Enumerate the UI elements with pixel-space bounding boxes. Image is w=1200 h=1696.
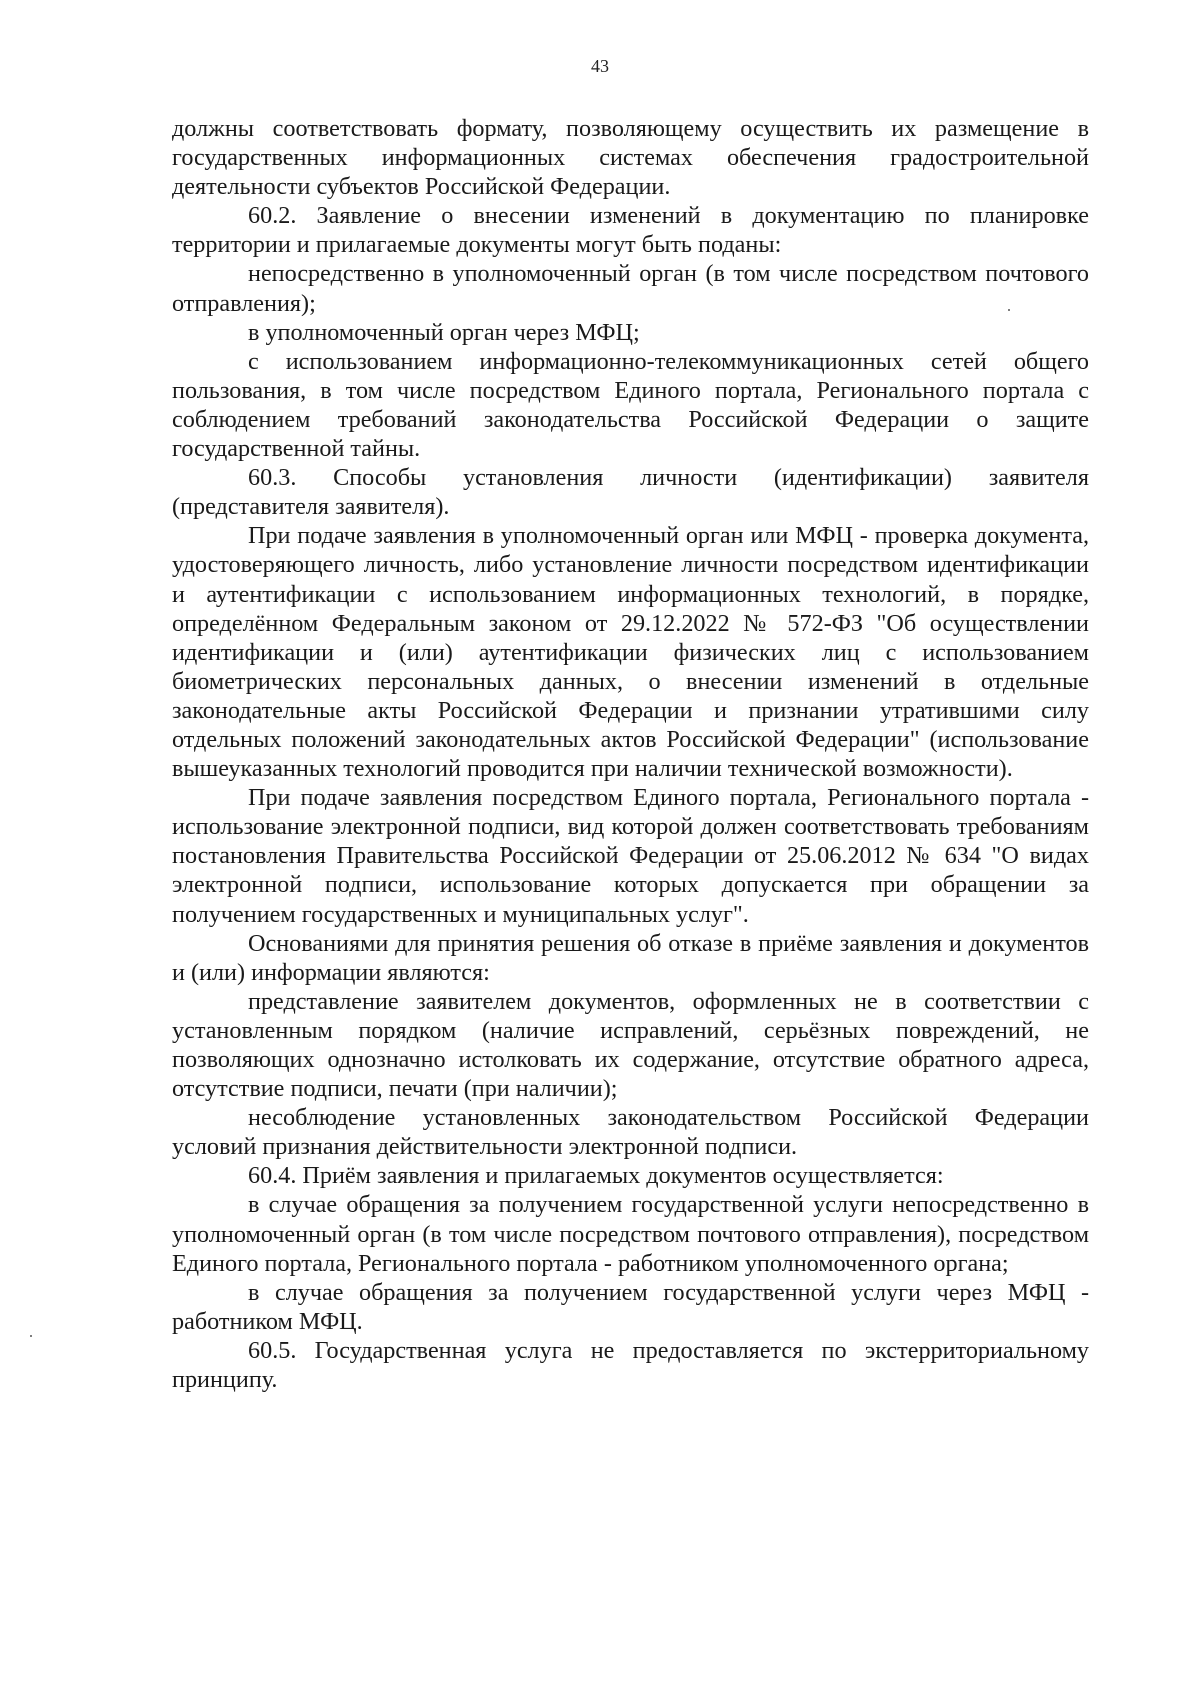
paragraph-identity-check: При подаче заявления в уполномоченный орган или МФЦ - проверка документа, удостоверяющего личность, либо установление личности посредством идентификации и аутентификации с использованием информационных технологий, в порядке, определённом Федеральным законом от 29.12.2022 № 572-ФЗ "Об осуществлении идентификации и (или) аутентификации физических лиц с использованием биометрических персональных данных, о внесении изменений в отдельные законодательные акты Российской Федерации и признании утратившими силу отдельных положений законодательных актов Российской Федерации" (использование вышеуказанных технологий проводится при наличии технической возможности). bbox=[172, 522, 1089, 783]
paragraph-refusal-grounds: Основаниями для принятия решения об отказе в приёме заявления и документов и (или) информации являются: bbox=[172, 929, 1089, 986]
paragraph-item-mfc: в уполномоченный орган через МФЦ; bbox=[248, 318, 640, 346]
paragraph-60-3: 60.3. Способы установления личности (идентификации) заявителя (представителя заявителя). bbox=[172, 464, 1089, 521]
paragraph-60-2: 60.2. Заявление о внесении изменений в документацию по планировке территории и прилагаемые документы могут быть поданы: bbox=[172, 202, 1089, 259]
paragraph-acceptance-mfc: в случае обращения за получением государственной услуги через МФЦ - работником МФЦ. bbox=[172, 1278, 1089, 1335]
paragraph-continuation: должны соответствовать формату, позволяющему осуществить их размещение в государственных информационных системах обеспечения градостроительной деятельности субъектов Российской Федерации. bbox=[172, 115, 1089, 201]
paragraph-acceptance-authority: в случае обращения за получением государственной услуги непосредственно в уполномоченный орган (в том числе посредством почтового отправления), посредством Единого портала, Регионального портала - работником уполномоченного органа; bbox=[172, 1191, 1089, 1277]
paragraph-e-signature: При подаче заявления посредством Единого портала, Регионального портала - использование электронной подписи, вид которой должен соответствовать требованиям постановления Правительства Российской Федерации от 25.06.2012 № 634 "О видах электронной подписи, использование которых допускается при обращении за получением государственных и муниципальных услуг". bbox=[172, 784, 1089, 928]
page-number: 43 bbox=[591, 56, 609, 76]
paragraph-refusal-item-documents: представление заявителем документов, оформленных не в соответствии с установленным порядком (наличие исправлений, серьёзных повреждений, не позволяющих однозначно истолковать их содержание, отсутствие обратного адреса, отсутствие подписи, печати (при наличии); bbox=[172, 987, 1089, 1103]
paragraph-item-direct: непосредственно в уполномоченный орган (в том числе посредством почтового отправления); bbox=[172, 260, 1089, 317]
scan-speck bbox=[1008, 309, 1010, 311]
paragraph-60-5: 60.5. Государственная услуга не предоставляется по экстерриториальному принципу. bbox=[172, 1336, 1089, 1394]
document-body bbox=[172, 114, 1089, 1394]
paragraph-refusal-item-signature: несоблюдение установленных законодательством Российской Федерации условий признания действительности электронной подписи. bbox=[172, 1104, 1089, 1161]
paragraph-60-4: 60.4. Приём заявления и прилагаемых документов осуществляется: bbox=[248, 1162, 944, 1190]
paragraph-item-networks: с использованием информационно-телекоммуникационных сетей общего пользования, в том числе посредством Единого портала, Регионального портала с соблюдением требований законодательства Российской Федерации о защите государственной тайны. bbox=[172, 347, 1089, 463]
scan-speck bbox=[30, 1335, 32, 1337]
